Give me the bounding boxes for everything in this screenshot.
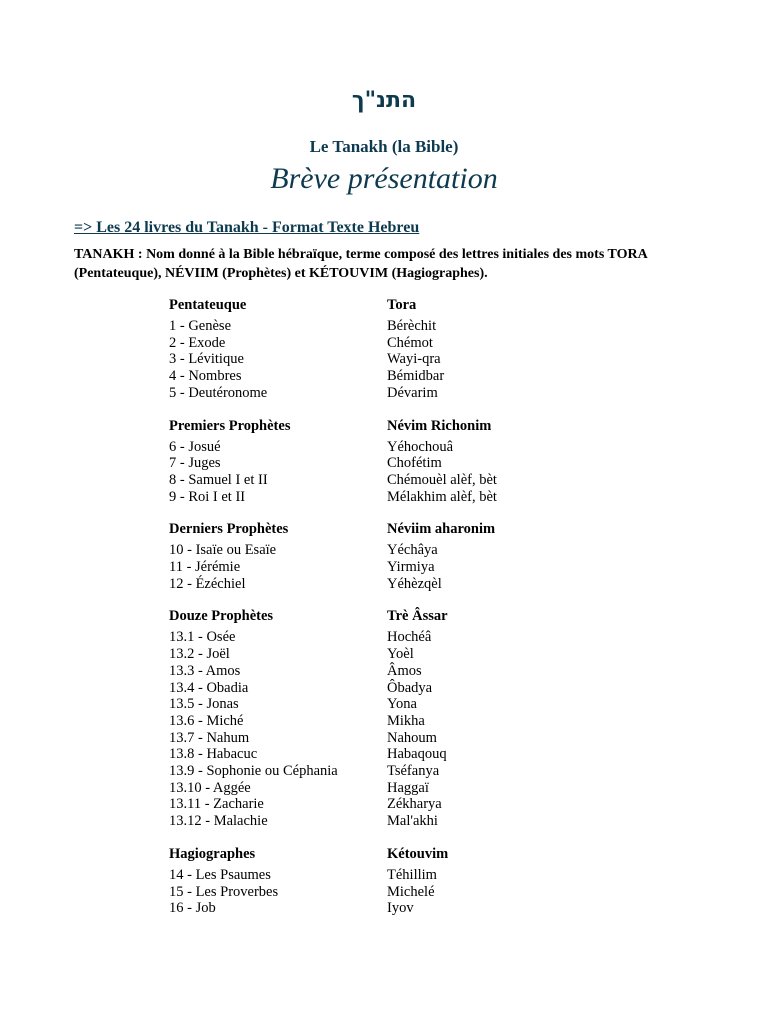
book-name-fr: 7 - Juges (169, 455, 221, 472)
book-name-he: Habaqouq (387, 746, 447, 763)
book-section (169, 607, 689, 829)
book-row (169, 763, 689, 780)
book-row (169, 439, 689, 456)
book-name-fr: 2 - Exode (169, 334, 226, 351)
book-name-he: Yoèl (387, 646, 414, 663)
book-name-he: Tséfanya (387, 763, 440, 780)
section-heading (169, 845, 689, 863)
book-name-he: Bérèchit (387, 318, 437, 334)
book-row (169, 576, 689, 593)
book-name-he: Chémot (387, 334, 433, 351)
book-row (169, 559, 689, 576)
book-name-fr: 9 - Roi I et II (169, 488, 246, 505)
book-name-fr: 5 - Deutéronome (169, 384, 268, 401)
book-row (169, 696, 689, 713)
book-name-he: Téhillim (387, 866, 437, 883)
book-name-fr: 13.9 - Sophonie ou Céphania (169, 763, 338, 780)
book-name-he: Iyov (387, 900, 414, 917)
book-name-fr: 1 - Genèse (169, 318, 232, 334)
section-heading-he: Tora (387, 297, 417, 313)
book-name-fr: 6 - Josué (169, 438, 221, 455)
book-section (169, 296, 689, 402)
book-name-fr: 13.11 - Zacharie (169, 796, 264, 813)
section-heading-fr: Hagiographes (169, 845, 256, 862)
book-section (169, 417, 689, 506)
book-name-fr: 13.8 - Habacuc (169, 746, 258, 763)
book-name-fr: 16 - Job (169, 900, 216, 917)
books-link[interactable]: => Les 24 livres du Tanakh - Format Texte Hebreu (74, 219, 420, 236)
book-name-he: Mikha (387, 712, 425, 729)
book-row (169, 730, 689, 747)
section-heading (169, 607, 689, 625)
book-name-he: Bémidbar (387, 368, 445, 385)
book-section (169, 845, 689, 917)
book-name-he: Chofétim (387, 455, 442, 472)
section-heading-he: Névim Richonim (387, 417, 492, 434)
section-heading (169, 520, 689, 538)
book-name-he: Mal'akhi (387, 813, 438, 830)
book-name-he: Dévarim (387, 384, 438, 401)
book-row (169, 318, 689, 335)
book-name-he: Mélakhim alèf, bèt (387, 488, 497, 505)
book-name-he: Âmos (387, 662, 422, 679)
book-name-fr: 11 - Jérémie (169, 559, 241, 576)
section-heading (169, 296, 689, 314)
book-row (169, 680, 689, 697)
book-name-he: Yirmiya (387, 559, 435, 576)
book-name-fr: 13.12 - Malachie (169, 813, 268, 830)
section-heading (169, 417, 689, 435)
section-heading-fr: Derniers Prophètes (169, 521, 289, 538)
book-name-fr: 13.3 - Amos (169, 662, 241, 679)
book-row (169, 335, 689, 352)
book-row (169, 867, 689, 884)
book-name-he: Michelé (387, 883, 435, 900)
book-name-fr: 12 - Ézéchiel (169, 575, 246, 592)
book-name-he: Chémouèl alèf, bèt (387, 471, 497, 488)
book-name-he: Yona (387, 696, 417, 713)
book-name-fr: 10 - Isaïe ou Esaïe (169, 542, 277, 559)
section-heading-he: Trè Âssar (387, 608, 448, 625)
book-row (169, 713, 689, 730)
book-name-fr: 14 - Les Psaumes (169, 866, 271, 883)
book-name-fr: 13.1 - Osée (169, 629, 236, 646)
book-row (169, 489, 689, 506)
book-row (169, 542, 689, 559)
book-name-he: Wayi-qra (387, 351, 441, 368)
book-name-fr: 13.4 - Obadia (169, 679, 249, 696)
section-heading-fr: Douze Prophètes (169, 608, 274, 625)
book-row (169, 900, 689, 917)
book-row (169, 884, 689, 901)
hebrew-title: התנ"ך (351, 88, 417, 113)
books-table (169, 296, 689, 932)
book-section (169, 520, 689, 592)
book-name-fr: 8 - Samuel I et II (169, 471, 268, 488)
book-name-he: Nahoum (387, 729, 437, 746)
book-name-fr: 4 - Nombres (169, 368, 242, 385)
book-name-fr: 13.10 - Aggée (169, 779, 251, 796)
section-heading-fr: Premiers Prophètes (169, 417, 291, 434)
intro-paragraph: TANAKH : Nom donné à la Bible hébraïque, terme composé des lettres initiales des mots TORA (Pentateuque), NÉVIIM (Prophètes) et KÉTOUVIM (Hagiographes). (74, 247, 647, 281)
section-heading-he: Néviim aharonim (387, 521, 496, 538)
section-heading-fr: Pentateuque (169, 297, 247, 313)
book-name-he: Ôbadya (387, 679, 433, 696)
book-row (169, 746, 689, 763)
book-row (169, 368, 689, 385)
book-row (169, 663, 689, 680)
book-name-fr: 15 - Les Proverbes (169, 883, 279, 900)
book-name-he: Hochéâ (387, 629, 432, 646)
book-row (169, 813, 689, 830)
book-name-he: Yéhèzqèl (387, 575, 442, 592)
section-heading-he: Kétouvim (387, 845, 449, 862)
book-name-he: Yéhochouâ (387, 438, 454, 455)
book-row (169, 351, 689, 368)
book-name-fr: 13.7 - Nahum (169, 729, 250, 746)
book-row (169, 646, 689, 663)
book-name-fr: 3 - Lévitique (169, 351, 244, 368)
page-subtitle: Le Tanakh (la Bible) (309, 137, 459, 156)
book-name-fr: 13.2 - Joël (169, 646, 230, 663)
book-row (169, 780, 689, 797)
book-name-he: Haggaï (387, 779, 429, 796)
book-row (169, 796, 689, 813)
book-row (169, 455, 689, 472)
book-name-he: Zékharya (387, 796, 442, 813)
book-name-he: Yéchâya (387, 542, 438, 559)
book-name-fr: 13.6 - Miché (169, 712, 244, 729)
book-name-fr: 13.5 - Jonas (169, 696, 239, 713)
book-row (169, 472, 689, 489)
page-title: Brève présentation (270, 162, 498, 195)
book-row (169, 629, 689, 646)
book-row (169, 385, 689, 402)
